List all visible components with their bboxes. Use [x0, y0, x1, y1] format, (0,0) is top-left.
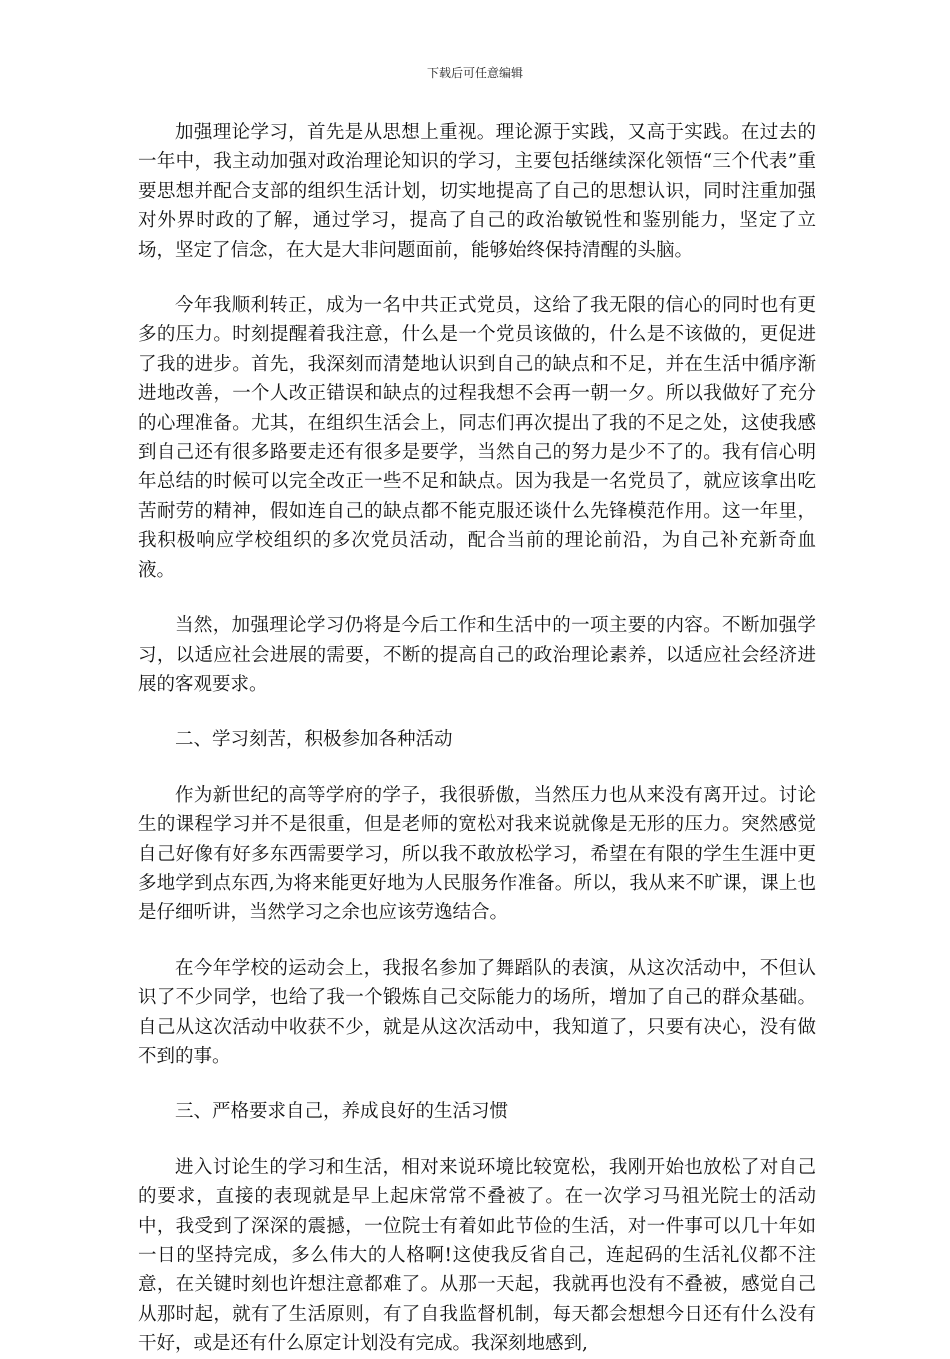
paragraph-party-membership: 今年我顺利转正，成为一名中共正式党员，这给了我无限的信心的同时也有更多的压力。时刻提醒着我注意，什么是一个党员该做的，什么是不该做的，更促进了我的进步。首先，我深刻而清楚地认识到自己的缺点和不足，并在生活中循序渐进地改善，一个人改正错误和缺点的过程我想不会再一朝一夕。所以我做好了充分的心理准备。尤其，在组织生活会上，同志们再次提出了我的不足之处，这使我感到自己还有很多路要走还有很多是要学，当然自己的努力是少不了的。我有信心明年总结的时候可以完全改正一些不足和缺点。因为我是一名党员了，就应该拿出吃苦耐劳的精神，假如连自己的缺点都不能克服还谈什么先锋模范作用。这一年里，我积极响应学校组织的多次党员活动，配合当前的理论前沿，为自己补充新奇血液。 [138, 295, 816, 581]
page-header: 下载后可任意编辑 [426, 66, 523, 80]
paragraph-theory-study: 加强理论学习，首先是从思想上重视。理论源于实践，又高于实践。在过去的一年中，我主动加强对政治理论知识的学习，主要包括继续深化领悟“三个代表”重要思想并配合支部的组织生活计划，切实地提高了自己的思想认识，同时注重加强对外界时政的了解，通过学习，提高了自己的政治敏锐性和鉴别能力，坚定了立场，坚定了信念，在大是大非问题面前，能够始终保持清醒的头脑。 [138, 122, 816, 261]
section-heading-self-discipline: 三、严格要求自己，养成良好的生活习惯 [175, 1101, 509, 1123]
document-body [138, 118, 816, 1359]
paragraph-sports-meet: 在今年学校的运动会上，我报名参加了舞蹈队的表演，从这次活动中，不但认识了不少同学，也给了我一个锻炼自己交际能力的场所，增加了自己的群众基础。自己从这次活动中收获不少，就是从这次活动中，我知道了，只要有决心，没有做不到的事。 [138, 957, 816, 1067]
paragraph-life-habits: 进入讨论生的学习和生活，相对来说环境比较宽松，我刚开始也放松了对自己的要求，直接的表现就是早上起床常常不叠被了。在一次学习马祖光院士的活动中，我受到了深深的震撼，一位院士有着如此节俭的生活，对一件事可以几十年如一日的坚持完成，多么伟大的人格啊!这使我反省自己，连起码的生活礼仪都不注意，在关键时刻也许想注意都难了。从那一天起，我就再也没有不叠被，感觉自己从那时起，就有了生活原则，有了自我监督机制，每天都会想想今日还有什么没有干好，或是还有什么原定计划没有完成。我深刻地感到, [138, 1156, 816, 1355]
paragraph-continued-learning: 当然，加强理论学习仍将是今后工作和生活中的一项主要的内容。不断加强学习，以适应社会进展的需要，不断的提高自己的政治理论素养，以适应社会经济进展的客观要求。 [138, 615, 816, 695]
paragraph-academic-study: 作为新世纪的高等学府的学子，我很骄傲，当然压力也从来没有离开过。讨论生的课程学习并不是很重，但是老师的宽松对我来说就像是无形的压力。突然感觉自己好像有好多东西需要学习，所以我不敢放松学习，希望在有限的学生生涯中更多地学到点东西,为将来能更好地为人民服务作准备。所以，我从来不旷课，课上也是仔细听讲，当然学习之余也应该劳逸结合。 [138, 784, 816, 924]
section-heading-study-activities: 二、学习刻苦，积极参加各种活动 [175, 729, 453, 751]
